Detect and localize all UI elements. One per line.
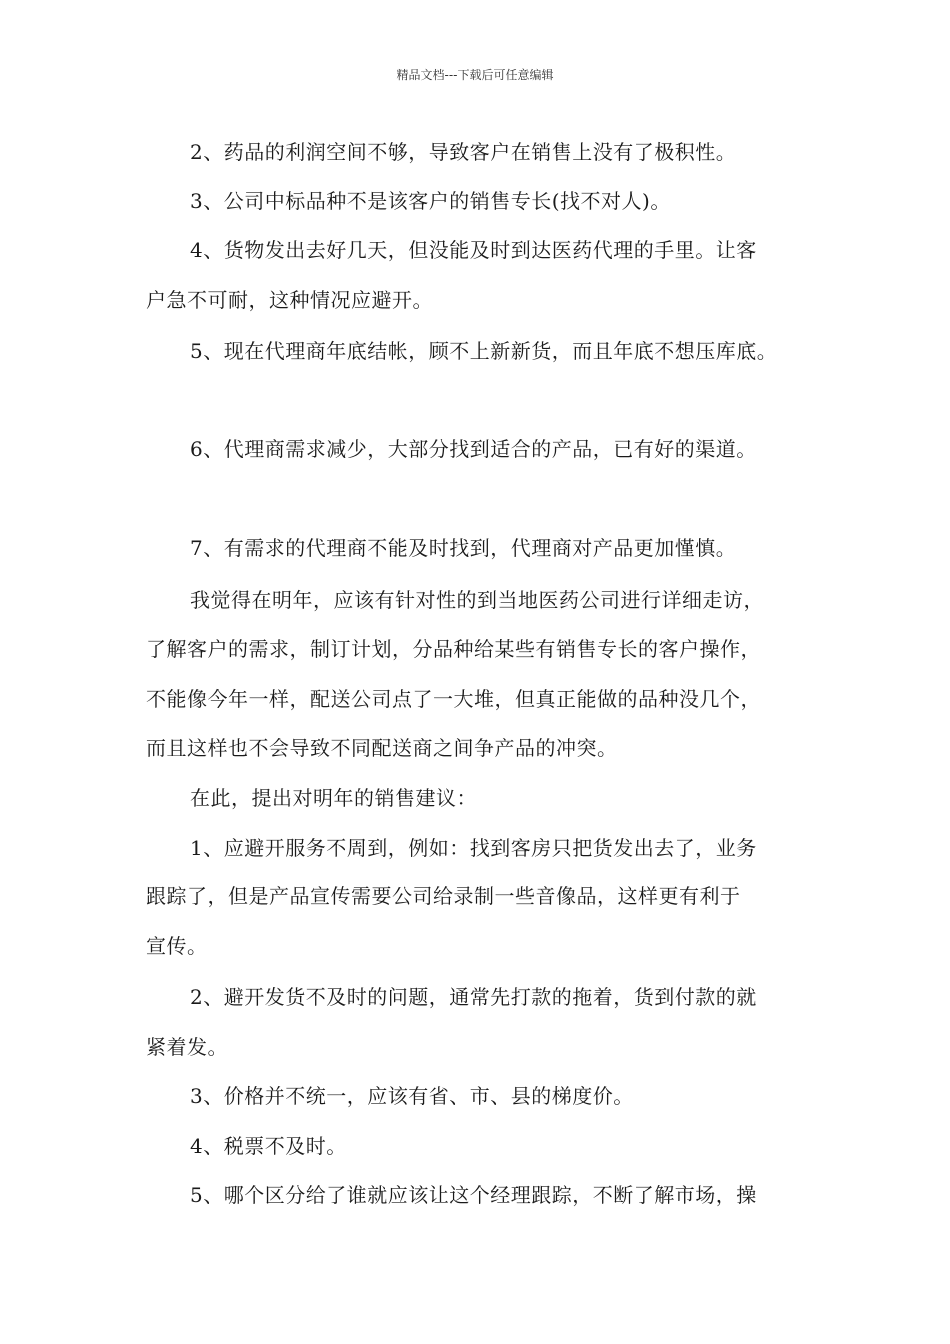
paragraph-line: 4、税票不及时。	[190, 1134, 347, 1158]
paragraph-line: 我觉得在明年，应该有针对性的到当地医药公司进行详细走访，	[190, 588, 764, 612]
paragraph-line: 紧着发。	[146, 1035, 228, 1059]
paragraph-line: 6、代理商需求减少，大部分找到适合的产品，已有好的渠道。	[190, 437, 757, 461]
paragraph-line: 了解客户的需求，制订计划，分品种给某些有销售专长的客户操作，	[146, 637, 761, 661]
paragraph-line: 2、药品的利润空间不够，导致客户在销售上没有了极积性。	[190, 140, 737, 164]
paragraph-line: 而且这样也不会导致不同配送商之间争产品的冲突。	[146, 736, 618, 760]
paragraph-line: 3、公司中标品种不是该客户的销售专长(找不对人)。	[190, 189, 671, 213]
paragraph-line: 跟踪了，但是产品宣传需要公司给录制一些音像品，这样更有利于	[146, 884, 741, 908]
paragraph-line: 3、价格并不统一，应该有省、市、县的梯度价。	[190, 1084, 634, 1108]
paragraph-line: 不能像今年一样，配送公司点了一大堆，但真正能做的品种没几个，	[146, 687, 761, 711]
paragraph-line: 2、避开发货不及时的问题，通常先打款的拖着，货到付款的就	[190, 985, 757, 1009]
paragraph-line: 5、现在代理商年底结帐，顾不上新新货，而且年底不想压库底。	[190, 339, 778, 363]
paragraph-line: 7、有需求的代理商不能及时找到，代理商对产品更加慬慎。	[190, 536, 737, 560]
paragraph-line: 1、应避开服务不周到，例如：找到客房只把货发出去了，业务	[190, 836, 757, 860]
paragraph-line: 5、哪个区分给了谁就应该让这个经理跟踪，不断了解市场，操	[190, 1183, 757, 1207]
paragraph-line: 宣传。	[146, 934, 208, 958]
paragraph-line: 在此，提出对明年的销售建议：	[190, 786, 477, 810]
paragraph-line: 4、货物发出去好几天，但没能及时到达医药代理的手里。让客	[190, 238, 757, 262]
page-header: 精品文档---下载后可任意编辑	[396, 68, 554, 82]
paragraph-line: 户急不可耐，这种情况应避开。	[146, 288, 433, 312]
